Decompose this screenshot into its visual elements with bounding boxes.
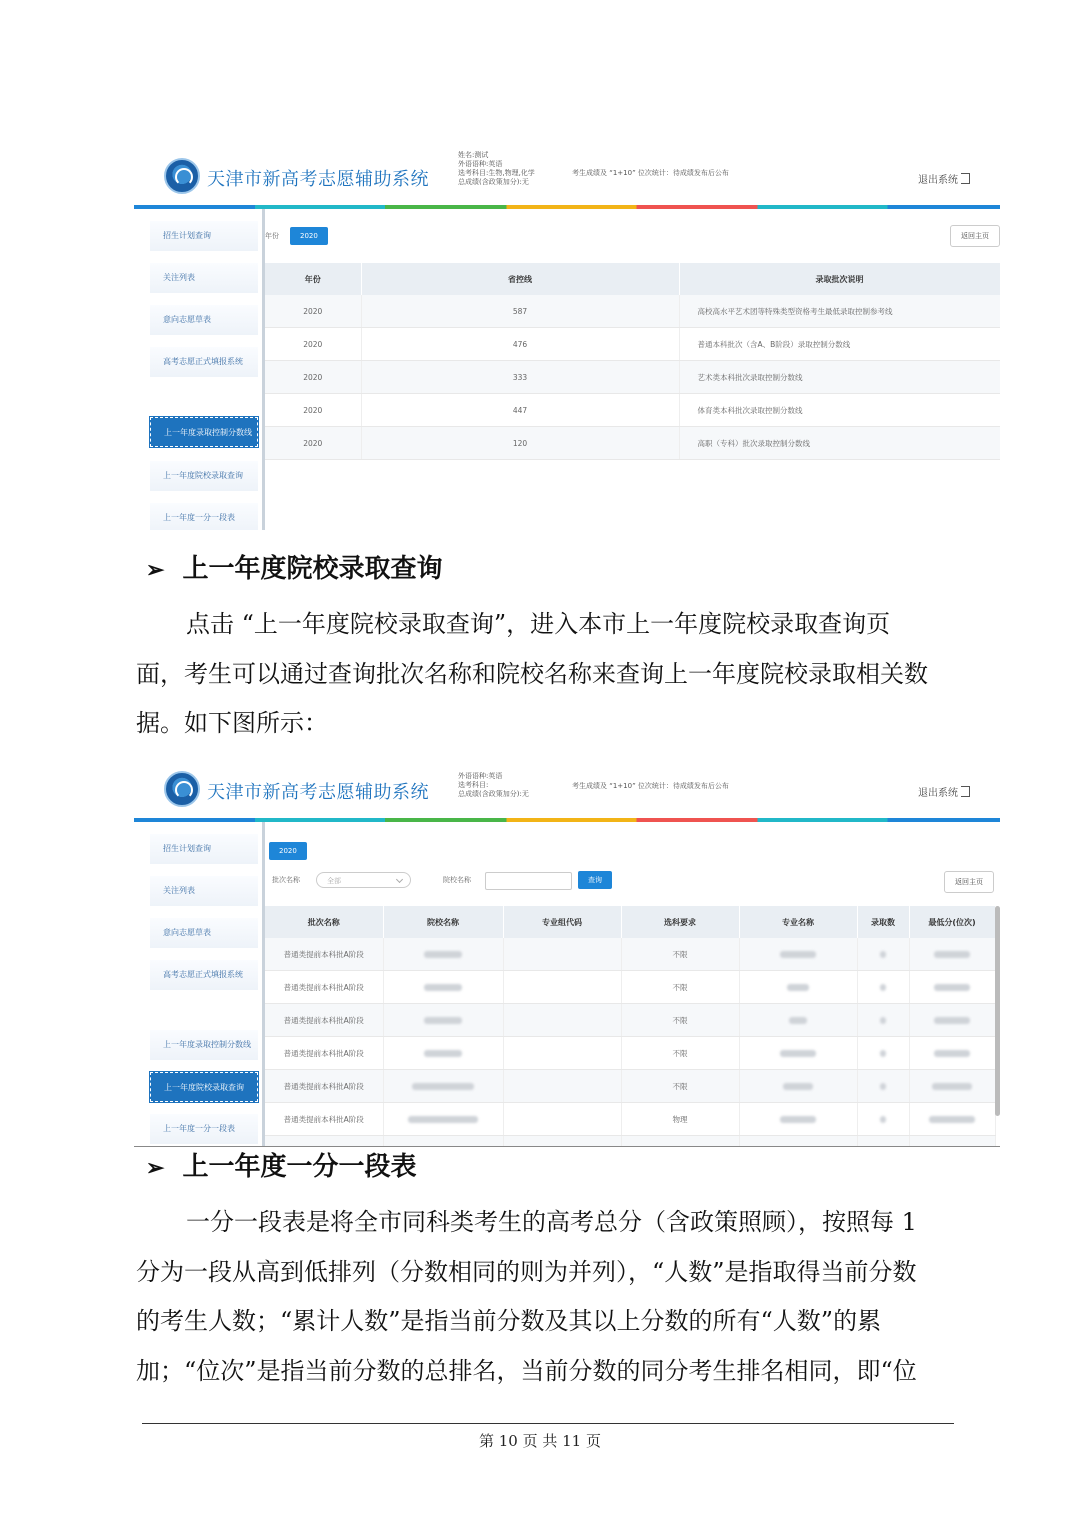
table-row: 2020 587 高校高水平艺术团等特殊类型资格考生最低录取控制参考线 (265, 295, 1000, 328)
sidebar (134, 822, 265, 1146)
paragraph-score-distribution: 一分一段表是将全市同科类考生的高考总分（含政策照顾），按照每 1 分为一段从高到低排列（分数相同的则为并列），“人数”是指取得当前分数 的考生人数；“累计人数”是指当前分数及其以上分数的所有“人数”的累 加；“位次”是指当前分数的总排名，当前分数的同分考生排名相同，即“位 (136, 1208, 917, 1385)
app-header (134, 145, 1000, 205)
table-row: 普通类提前本科批A阶段 不限 (265, 1004, 995, 1037)
arrow-bullet-icon: ➢ (146, 1155, 165, 1181)
table-row: 2020 476 普通本科批次（含A、B阶段）录取控制分数线 (265, 328, 1000, 361)
table-scrollbar[interactable] (995, 906, 1000, 1116)
table-row: 普通类提前本科批A阶段 不限 (265, 1070, 995, 1103)
user-info: 外语语种:英语 选考科目: 总成绩(含政策加分):无 (458, 772, 529, 798)
table-row: 2020 447 体育类本科批次录取控制分数线 (265, 394, 1000, 427)
app-title: 天津市新高考志愿辅助系统 (207, 169, 429, 190)
app-header (134, 758, 1000, 818)
sidebar-item-formal-filing[interactable]: 高考志愿正式填报系统 (150, 347, 258, 377)
table-row: 2020 333 艺术类本科批次录取控制分数线 (265, 361, 1000, 394)
main-content (265, 822, 1000, 1146)
paragraph-admission-query: 点击 “上一年度院校录取查询”，进入本市上一年度院校录取查询页 面，考生可以通过查询批次名称和院校名称来查询上一年度院校录取相关数 据。如下图所示： (136, 610, 928, 737)
sidebar-item-enrollment-plan[interactable]: 招生计划查询 (150, 221, 258, 251)
col-header: 省控线 (361, 263, 679, 295)
screenshot-control-score-lines (134, 145, 1000, 530)
sidebar-item-score-lines[interactable]: 上一年度录取控制分数线 (150, 417, 258, 447)
admission-table (265, 906, 996, 1147)
batch-label: 批次名称 (272, 876, 300, 884)
score-lines-table (265, 263, 1000, 460)
sidebar-item-enrollment-plan[interactable]: 招生计划查询 (150, 834, 258, 864)
logout-icon (961, 786, 970, 797)
year-button[interactable]: 2020 (269, 842, 307, 860)
arrow-bullet-icon: ➢ (146, 557, 165, 583)
table-header-row: 批次名称 院校名称 专业组代码 选科要求 专业名称 录取数 最低分(位次) (265, 906, 995, 938)
table-row: 普通类提前本科批A阶段 不限 (265, 971, 995, 1004)
score-notice: 考生成绩及 “1+10” 位次统计：待成绩发布后公布 (572, 782, 729, 790)
batch-select[interactable]: 全部 (316, 872, 411, 888)
year-button[interactable]: 2020 (290, 227, 328, 245)
section-heading-score-distribution: ➢ 上一年度一分一段表 (146, 1152, 417, 1182)
sidebar-item-draft[interactable]: 意向志愿草表 (150, 305, 258, 335)
main-content (265, 209, 1000, 530)
sidebar-item-watchlist[interactable]: 关注列表 (150, 263, 258, 293)
school-input[interactable] (485, 872, 572, 890)
col-header: 录取批次说明 (679, 263, 1000, 295)
sidebar (134, 209, 265, 530)
logout-icon (961, 173, 970, 184)
back-home-button[interactable]: 返回主页 (944, 871, 994, 893)
section-heading-admission-query: ➢ 上一年度院校录取查询 (146, 554, 443, 584)
screenshot-admission-query (134, 758, 1000, 1147)
logout-button[interactable]: 退出系统 (918, 784, 970, 799)
sidebar-item-admission-query[interactable]: 上一年度院校录取查询 (150, 1072, 258, 1102)
col-header: 年份 (265, 263, 361, 295)
year-label: 年份 (265, 232, 279, 240)
sidebar-item-formal-filing[interactable]: 高考志愿正式填报系统 (150, 960, 258, 990)
sidebar-item-admission-query[interactable]: 上一年度院校录取查询 (150, 461, 258, 491)
footer-divider (142, 1423, 954, 1424)
sidebar-item-score-distribution[interactable]: 上一年度一分一段表 (150, 503, 258, 530)
sidebar-item-score-distribution[interactable]: 上一年度一分一段表 (150, 1114, 258, 1144)
table-row: 普通类提前本科批A阶段 不限 (265, 938, 995, 971)
table-row: 2020 120 高职（专科）批次录取控制分数线 (265, 427, 1000, 460)
sidebar-item-watchlist[interactable]: 关注列表 (150, 876, 258, 906)
table-header-row (265, 263, 1000, 295)
sidebar-item-score-lines[interactable]: 上一年度录取控制分数线 (150, 1030, 258, 1060)
logo-icon (164, 158, 200, 194)
page-number: 第 10 页 共 11 页 (478, 1432, 601, 1450)
back-home-button[interactable]: 返回主页 (950, 225, 1000, 247)
logout-button[interactable]: 退出系统 (918, 171, 970, 186)
score-notice: 考生成绩及 “1+10” 位次统计：待成绩发布后公布 (572, 169, 729, 177)
logo-icon (164, 771, 200, 807)
user-info: 姓名:测试 外语语种:英语 选考科目:生物,物理,化学 总成绩(含政策加分):无 (458, 151, 535, 186)
query-button[interactable]: 查询 (578, 871, 612, 889)
sidebar-item-draft[interactable]: 意向志愿草表 (150, 918, 258, 948)
school-label: 院校名称 (443, 876, 471, 884)
app-title: 天津市新高考志愿辅助系统 (207, 782, 429, 803)
table-row: 普通类提前本科批A阶段 物理 (265, 1103, 995, 1136)
chevron-down-icon (396, 876, 403, 883)
table-row: 普通类提前本科批A阶段 不限 (265, 1037, 995, 1070)
